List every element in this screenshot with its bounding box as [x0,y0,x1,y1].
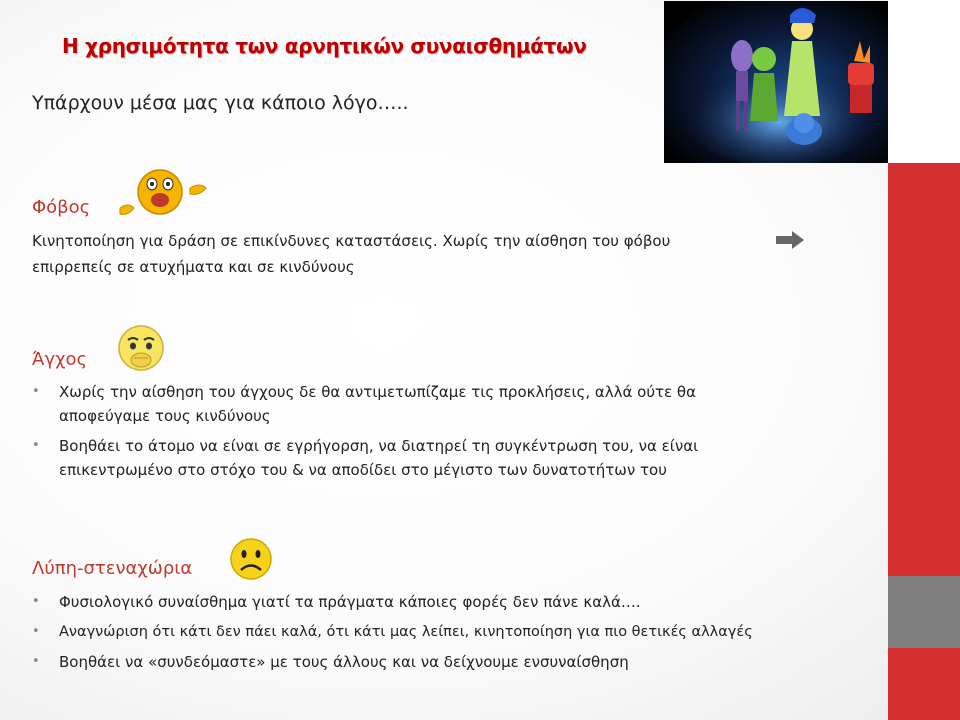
anxious-emoji-icon [116,322,166,378]
anxiety-heading: Άγχος [32,349,88,370]
slide-subtitle: Υπάρχουν μέσα μας για κάποιο λόγο….. [32,92,409,114]
bullet-icon: • [32,594,40,609]
sadness-heading: Λύπη-στεναχώρια [32,558,193,579]
side-decoration-bar [888,0,960,720]
anxiety-bullet-1-line1: Χωρίς την αίσθηση του άγχους δε θα αντιμετωπίζαμε τις προκλήσεις, αλλά ούτε θα [59,383,697,401]
fear-text-line2: επιρρεπείς σε ατυχήματα και σε κινδύνους [32,258,355,276]
sadness-bullet-list [32,590,887,680]
sadness-bullet-1: Φυσιολογικό συναίσθημα γιατί τα πράγματα κάποιες φορές δεν πάνε καλά…. [59,593,641,611]
anxiety-bullet-1-line2: αποφεύγαμε τους κινδύνους [59,407,271,425]
anxiety-bullet-2-line1: Βοηθάει το άτομο να είναι σε εγρήγορση, να διατηρεί τη συγκέντρωση του, να είναι [59,437,699,455]
list-item [32,380,872,428]
bullet-icon: • [32,654,40,669]
list-item [32,590,887,614]
sad-face-icon [229,537,273,585]
side-bar-red [888,163,960,576]
bullet-icon: • [32,384,40,399]
anxiety-bullet-list [32,380,872,488]
side-bar-red-bottom [888,648,960,720]
sadness-bullet-2: Αναγνώριση ότι κάτι δεν πάει καλά, ότι κάτι μας λείπει, κινητοποίηση για πιο θετικές αλλαγές [59,624,753,640]
scared-emoji-icon [114,166,210,224]
fear-text-line1: Κινητοποίηση για δράση σε επικίνδυνες καταστάσεις. Χωρίς την αίσθηση του φόβου [32,232,671,250]
fear-heading: Φόβος [32,197,91,218]
list-item [32,650,887,674]
side-bar-gray [888,576,960,648]
list-item [32,434,872,482]
sadness-bullet-3: Βοηθάει να «συνδεόμαστε» με τους άλλους και να δείχνουμε ενσυναίσθηση [59,653,629,671]
anxiety-bullet-2-line2: επικεντρωμένο στο στόχο του & να αποδίδει στο μέγιστο των δυνατοτήτων του [59,461,667,479]
bullet-icon: • [32,438,40,453]
list-item [32,620,887,644]
right-arrow-icon [776,231,804,253]
side-bar-top [888,0,960,163]
inside-out-characters-image [664,1,888,163]
bullet-icon: • [32,624,40,639]
slide-title: Η χρησιμότητα των αρνητικών συναισθημάτων [62,34,587,58]
